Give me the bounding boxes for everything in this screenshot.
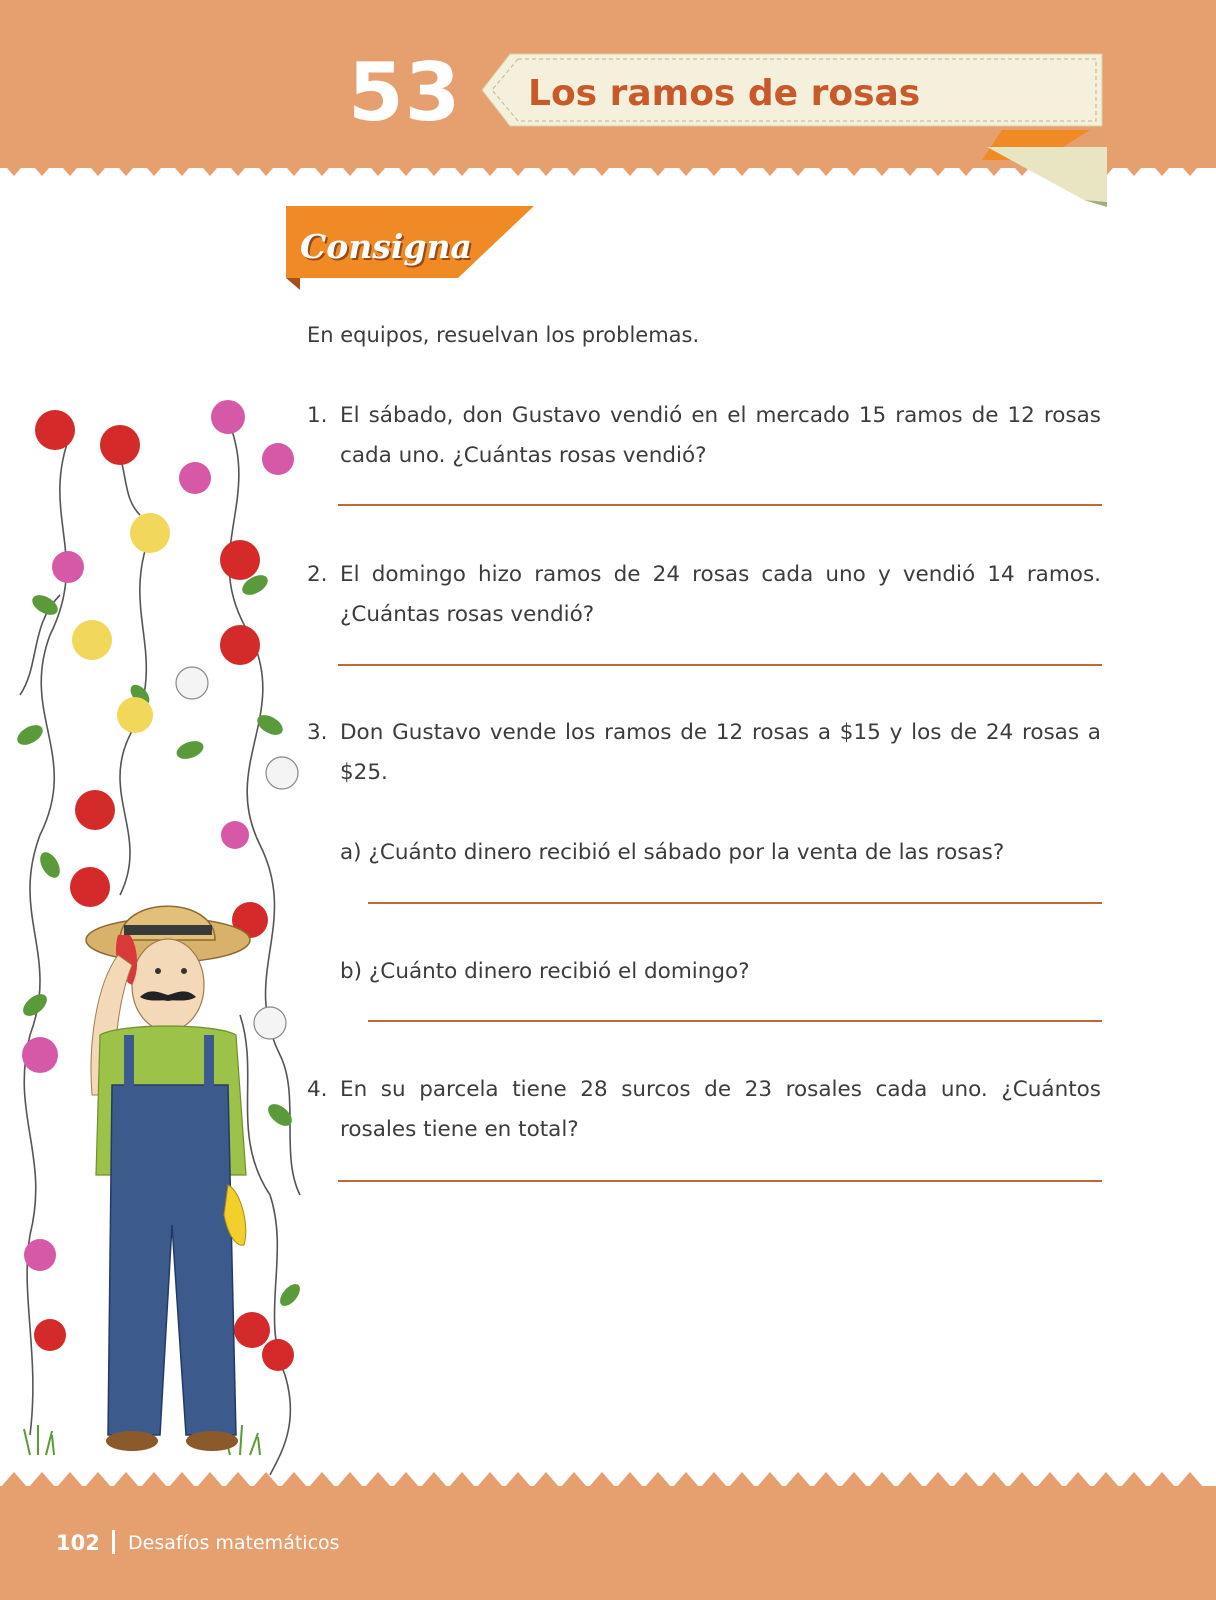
answer-line-3a[interactable] bbox=[368, 902, 1102, 904]
problem-number: 1. bbox=[307, 403, 328, 428]
consigna-label: Consigna bbox=[300, 227, 472, 266]
answer-line-4[interactable] bbox=[338, 1180, 1102, 1182]
instruction-text: En equipos, resuelvan los problemas. bbox=[307, 323, 700, 347]
farmer-with-roses-icon bbox=[0, 395, 320, 1485]
problem-number: 2. bbox=[307, 562, 328, 587]
lesson-number: 53 bbox=[348, 46, 462, 139]
lesson-title: Los ramos de rosas bbox=[528, 73, 921, 114]
sub-question-label: b) bbox=[340, 959, 363, 984]
problem-number: 3. bbox=[307, 720, 328, 745]
sub-question-a bbox=[340, 833, 1102, 873]
problem-2 bbox=[307, 555, 1101, 635]
sub-question-text: ¿Cuánto dinero recibió el domingo? bbox=[368, 959, 750, 984]
problem-text: En su parcela tiene 28 surcos de 23 rosales cada uno. ¿Cuántos rosales tiene en total? bbox=[340, 1077, 1101, 1142]
problem-text: El domingo hizo ramos de 24 rosas cada uno y vendió 14 ramos. ¿Cuántas rosas vendió? bbox=[340, 562, 1101, 627]
answer-line-1[interactable] bbox=[338, 504, 1102, 506]
footer-zigzag-edge bbox=[0, 1468, 1216, 1488]
problem-number: 4. bbox=[307, 1077, 328, 1102]
page-number: 102 bbox=[56, 1531, 100, 1555]
problem-1 bbox=[307, 396, 1101, 476]
problem-4 bbox=[307, 1070, 1101, 1150]
sub-question-label: a) bbox=[340, 840, 362, 865]
answer-line-3b[interactable] bbox=[368, 1020, 1102, 1022]
answer-line-2[interactable] bbox=[338, 664, 1102, 666]
footer-separator bbox=[112, 1530, 115, 1554]
sub-question-b bbox=[340, 952, 1102, 992]
problem-text: El sábado, don Gustavo vendió en el mercado 15 ramos de 12 rosas cada uno. ¿Cuántas rosas vendió? bbox=[340, 403, 1101, 468]
book-title: Desafíos matemáticos bbox=[128, 1532, 340, 1554]
sub-question-text: ¿Cuánto dinero recibió el sábado por la venta de las rosas? bbox=[368, 840, 1005, 865]
problem-text: Don Gustavo vende los ramos de 12 rosas a $15 y los de 24 rosas a $25. bbox=[340, 720, 1101, 785]
problem-3 bbox=[307, 713, 1101, 793]
